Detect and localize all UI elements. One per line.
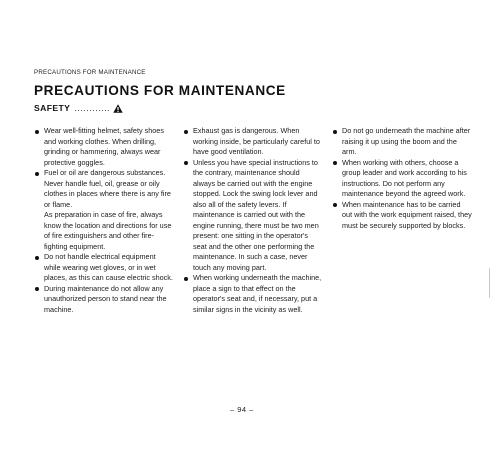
paragraph [34,179,174,211]
bullet-item [183,158,323,274]
bullet-item [34,252,174,284]
bullet-icon [35,256,39,260]
bullet-item [332,200,472,232]
item-text: Never handle fuel, oil, grease or oily clothes in places where there is any fire or flame. [44,178,171,209]
item-text: When working with others, choose a group leader and work according to his instructions. Do not perform any maintenance beyond the agreed work. [342,157,467,198]
item-text: Fuel or oil are dangerous substances. [44,168,166,177]
paragraph [34,210,174,252]
page-edge-mark [489,268,490,298]
running-head: PRECAUTIONS FOR MAINTENANCE [34,69,146,76]
bullet-item [34,126,174,168]
bullet-item [183,126,323,158]
text-column-3 [332,126,472,231]
page-title: PRECAUTIONS FOR MAINTENANCE [34,83,286,98]
item-text: As preparation in case of fire, always know the location and directions for use of fire extinguishers and other fire-fighting equipment. [44,210,172,251]
bullet-icon [333,161,337,165]
section-heading-safety [34,103,123,113]
section-heading-leader: ............ [74,103,111,113]
item-text: Exhaust gas is dangerous. When working inside, be particularly careful to have good ventilation. [193,126,320,156]
bullet-icon [184,161,188,165]
page-number: – 94 – [230,405,254,414]
bullet-item [332,126,472,158]
warning-triangle-icon [113,104,123,113]
text-column-2 [183,126,323,315]
item-text: When maintenance has to be carried out with the work equipment raised, they must be securely supported by blocks. [342,199,472,230]
bullet-icon [35,130,39,134]
bullet-item [183,273,323,315]
bullet-icon [35,287,39,291]
item-text: Do not go underneath the machine after raising it up using the boom and the arm. [342,126,471,156]
item-text: Wear well-fitting helmet, safety shoes and working clothes. When drilling, grinding or hammering, always wear protective goggles. [44,126,164,167]
bullet-item [332,158,472,200]
bullet-icon [35,172,39,176]
bullet-icon [333,203,337,207]
item-text: Do not handle electrical equipment while wearing wet gloves, or in wet places, as this can cause electric shock. [44,252,173,282]
bullet-icon [184,277,188,281]
section-heading-label: SAFETY [34,103,71,113]
text-column-1 [34,126,174,315]
item-text: Unless you have special instructions to the contrary, maintenance should always be carried out with the engine stopped. Lock the swing lock lever and also all of the safety levers. If maintenance is carried out with the engine running, there must be two men present: one sitting in the operator's seat and the other one performing the maintenance. In such a case, never touch any moving part. [193,157,319,272]
bullet-icon [333,130,337,134]
bullet-item [34,284,174,316]
item-text: When working underneath the machine, place a sign to that effect on the operator's seat and, if necessary, put a similar signs in the vicinity as well. [193,273,322,314]
bullet-item [34,168,174,179]
item-text: During maintenance do not allow any unauthorized person to stand near the machine. [44,283,167,314]
bullet-icon [184,130,188,134]
